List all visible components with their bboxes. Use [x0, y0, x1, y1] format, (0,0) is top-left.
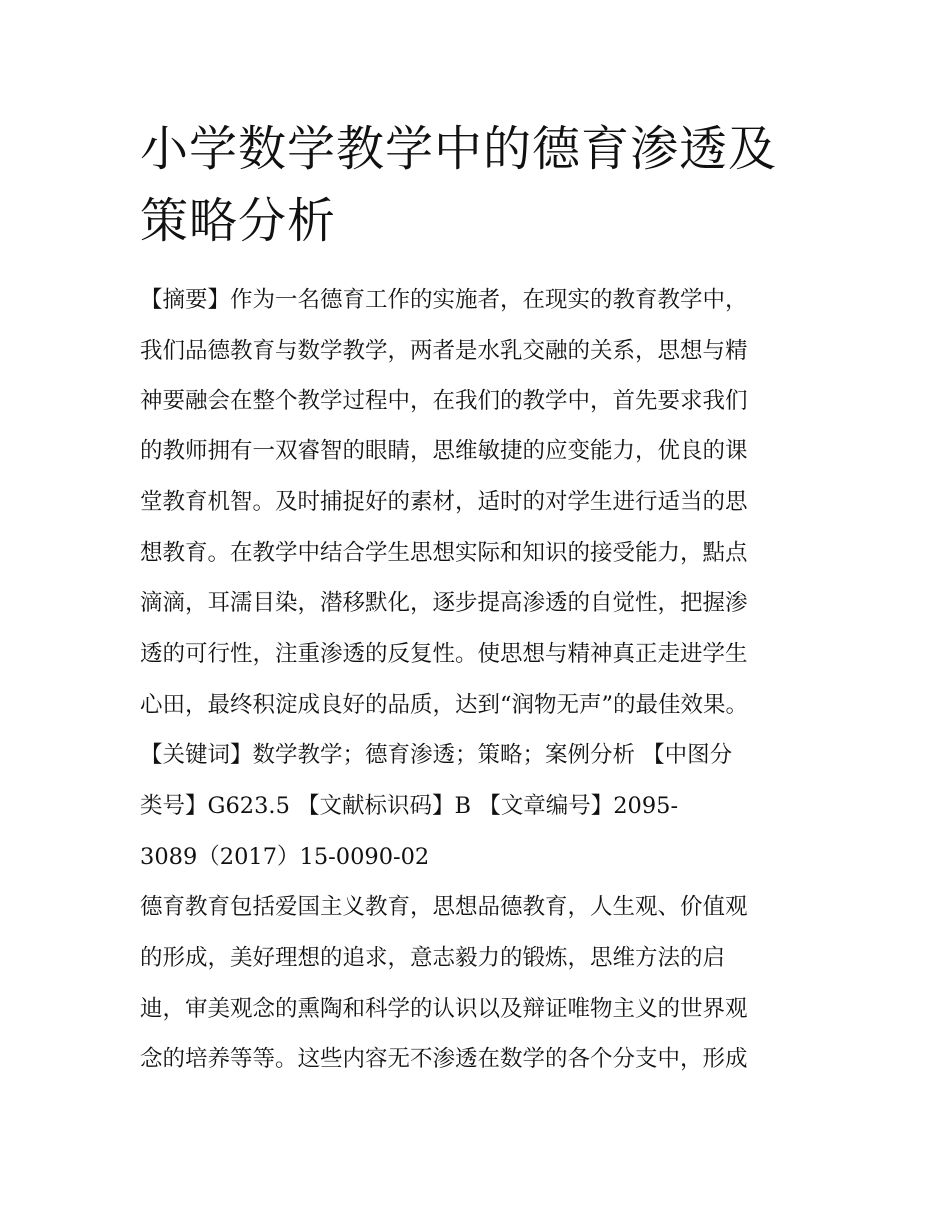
body-line: 念的培养等等。这些内容无不渗透在数学的各个分支中，形成 [140, 1046, 748, 1072]
abstract-line: 【摘要】作为一名德育工作的实施者，在现实的教育教学中， [140, 287, 748, 313]
abstract-line: 心田，最终积淀成良好的品质，达到“润物无声”的最佳效果。 [140, 692, 749, 718]
document-title [140, 113, 820, 257]
abstract-line: 我们品德教育与数学教学，两者是水乳交融的关系，思想与精 [140, 338, 748, 364]
body-line: 迪，审美观念的熏陶和科学的认识以及辩证唯物主义的世界观 [140, 996, 748, 1022]
abstract-line: 想教育。在教学中结合学生思想实际和知识的接受能力，點点 [140, 540, 748, 566]
title-line: 小学数学教学中的德育渗透及 [140, 121, 778, 177]
abstract-line: 神要融会在整个教学过程中，在我们的教学中，首先要求我们 [140, 388, 748, 414]
body-line: 的形成，美好理想的追求，意志毅力的锻炼，思维方法的启 [140, 945, 726, 971]
keywords-line: 【关键词】数学教学；德育渗透；策略；案例分析 【中图分 [140, 742, 733, 768]
abstract-line: 的教师拥有一双睿智的眼睛，思维敏捷的应变能力，优良的课 [140, 438, 748, 464]
title-line: 策略分析 [140, 193, 337, 249]
abstract-line: 堂教育机智。及时捕捉好的素材，适时的对学生进行适当的思 [140, 489, 748, 515]
keywords-line: 3089（2017）15-0090-02 [140, 844, 430, 870]
keywords-line: 类号】G623.5 【文献标识码】B 【文章编号】2095- [140, 793, 679, 819]
body-line: 德育教育包括爱国主义教育，思想品德教育，人生观、价值观 [140, 894, 748, 920]
abstract-line: 透的可行性，注重渗透的反复性。使思想与精神真正走进学生 [140, 641, 748, 667]
abstract-line: 滴滴，耳濡目染，潜移默化，逐步提高渗透的自觉性，把握渗 [140, 590, 748, 616]
